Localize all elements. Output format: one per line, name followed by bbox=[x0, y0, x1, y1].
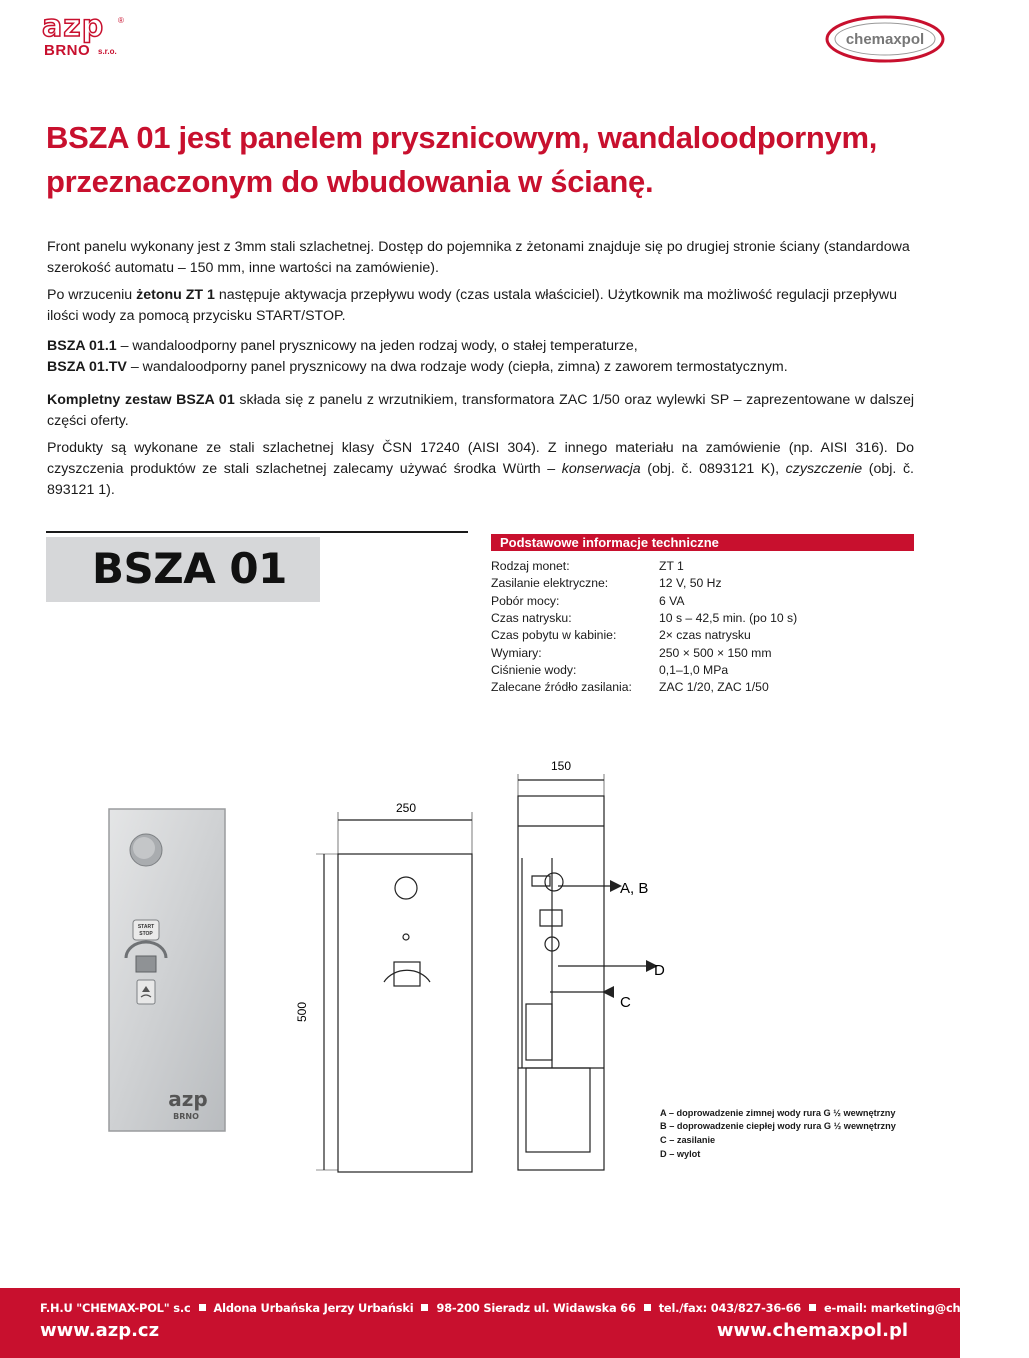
legend-d: D – wylot bbox=[660, 1149, 701, 1159]
tech-info-value: 250 × 500 × 150 mm bbox=[659, 645, 772, 660]
tech-info-label: Ciśnienie wody: bbox=[491, 662, 577, 677]
tech-info-label: Zalecane źródło zasilania: bbox=[491, 680, 632, 695]
chemaxpol-logo bbox=[824, 14, 946, 64]
footer-separator bbox=[809, 1304, 816, 1311]
paragraph-token bbox=[47, 285, 914, 327]
chemaxpol-logo-word: chemaxpol bbox=[845, 31, 925, 48]
footer-separator bbox=[421, 1304, 428, 1311]
variant-1-name: BSZA 01.1 bbox=[47, 338, 117, 354]
tech-info-header: Podstawowe informacje techniczne bbox=[491, 534, 914, 551]
azp-logo-city: BRNO bbox=[44, 42, 91, 59]
footer-link-azp[interactable]: www.azp.cz bbox=[40, 1320, 160, 1341]
p5-text-a: Produkty są wykonane ze stali szlachetnej klasy ČSN 17240 (AISI 304). Z innego materiału na zamówienie (np. AISI 316). Do czyszczenia produktów ze stali szlachetnej zalecamy używać środka Würth – bbox=[47, 440, 914, 477]
tech-info-value: 12 V, 50 Hz bbox=[659, 576, 722, 591]
paragraph-complete-set bbox=[47, 390, 914, 432]
p2-text-a: Po wrzuceniu bbox=[47, 287, 137, 303]
tech-info-value: ZAC 1/20, ZAC 1/50 bbox=[659, 680, 769, 695]
tech-info-value: 10 s – 42,5 min. (po 10 s) bbox=[659, 610, 798, 625]
footer-email[interactable]: e-mail: marketing@chemaxpol.pl bbox=[824, 1301, 1029, 1315]
p2-token-name: żetonu ZT 1 bbox=[136, 287, 215, 303]
footer-link-chemaxpol[interactable]: www.chemaxpol.pl bbox=[716, 1320, 908, 1341]
tech-info-value: 6 VA bbox=[659, 593, 685, 608]
model-title-rule bbox=[46, 531, 468, 533]
tech-info-label: Czas pobytu w kabinie: bbox=[491, 628, 617, 643]
tech-info-label: Zasilanie elektryczne: bbox=[491, 576, 609, 591]
azp-logo bbox=[42, 9, 132, 59]
variant-1-desc: – wandaloodporny panel prysznicowy na jeden rodzaj wody, o stałej temperaturze, bbox=[116, 338, 638, 354]
label-ab: A, B bbox=[620, 880, 649, 897]
photo-button-label-start: START bbox=[137, 924, 155, 930]
dim-width-label: 250 bbox=[395, 801, 417, 815]
legend-b: B – doprowadzenie ciepłej wody rura G ½ wewnętrzny bbox=[660, 1121, 896, 1131]
tech-info-label: Rodzaj monet: bbox=[491, 559, 570, 573]
p5-italic-2: czyszczenie bbox=[785, 461, 863, 477]
legend-a: A – doprowadzenie zimnej wody rura G ½ wewnętrzny bbox=[660, 1108, 896, 1118]
dim-height-label: 500 bbox=[295, 1001, 309, 1023]
photo-brand: azp bbox=[168, 1087, 208, 1111]
label-c: C bbox=[620, 994, 631, 1011]
azp-logo-suffix: s.r.o. bbox=[98, 47, 117, 56]
tech-info-value: ZT 1 bbox=[659, 559, 684, 573]
variant-2-name: BSZA 01.TV bbox=[47, 359, 127, 375]
azp-logo-registered: ® bbox=[118, 16, 124, 25]
p5-italic-1: konserwacja bbox=[561, 461, 641, 477]
paragraph-materials bbox=[47, 438, 914, 501]
technical-drawing bbox=[290, 750, 690, 1170]
p4-lead: Kompletny zestaw bbox=[47, 392, 177, 408]
azp-logo-word: azp bbox=[42, 9, 105, 44]
p4-model: BSZA 01 bbox=[176, 392, 235, 408]
footer-address: 98-200 Sieradz ul. Widawska 66 bbox=[436, 1301, 636, 1315]
product-photo bbox=[108, 808, 226, 1132]
photo-button-label-stop: STOP bbox=[139, 931, 153, 937]
dim-depth-label: 150 bbox=[550, 759, 572, 773]
variant-2-desc: – wandaloodporny panel prysznicowy na dwa rodzaje wody (ciepła, zimna) z zaworem termostatycznym. bbox=[126, 359, 788, 375]
tech-info-label: Wymiary: bbox=[491, 645, 542, 660]
p4-text: składa się z panelu z wrzutnikiem, transformatora ZAC 1/50 oraz wylewki SP – zaprezentowane w dalszej części oferty. bbox=[47, 392, 914, 429]
tech-info-label: Pobór mocy: bbox=[491, 593, 560, 608]
footer-owners: Aldona Urbańska Jerzy Urbański bbox=[213, 1301, 414, 1315]
footer-separator bbox=[199, 1304, 206, 1311]
paragraph-variants bbox=[47, 336, 914, 378]
p2-text-c: następuje aktywacja przepływu wody (czas ustala właściciel). Użytkownik ma możliwość regulacji przepływu ilości wody za pomocą przycisku START/STOP. bbox=[47, 287, 897, 324]
tech-info-value: 2× czas natrysku bbox=[659, 628, 751, 643]
tech-info-value: 0,1–1,0 MPa bbox=[659, 662, 729, 677]
photo-brand-city: BRNO bbox=[173, 1112, 199, 1121]
footer-company: F.H.U "CHEMAX-POL" s.c bbox=[40, 1301, 191, 1315]
tech-info-label: Czas natrysku: bbox=[491, 610, 572, 625]
page-headline: BSZA 01 jest panelem prysznicowym, wandaloodpornym, przeznaczonym do wbudowania w ścianę. bbox=[46, 120, 878, 199]
label-d: D bbox=[654, 962, 665, 979]
footer-phone: tel./fax: 043/827-36-66 bbox=[658, 1301, 802, 1315]
p5-text-b: (obj. č. 0893121 K), bbox=[640, 461, 786, 477]
p5-text-c: (obj. č. 893121 1). bbox=[47, 461, 914, 498]
model-title: BSZA 01 bbox=[92, 544, 287, 593]
footer-contact bbox=[40, 1301, 1029, 1315]
paragraph-front-panel: Front panelu wykonany jest z 3mm stali szlachetnej. Dostęp do pojemnika z żetonami znajduje się po drugiej stronie ściany (standardowa szerokość automatu – 150 mm, inne wartości na zamówienie). bbox=[47, 239, 910, 276]
legend-c: C – zasilanie bbox=[660, 1135, 716, 1145]
footer-separator bbox=[644, 1304, 651, 1311]
